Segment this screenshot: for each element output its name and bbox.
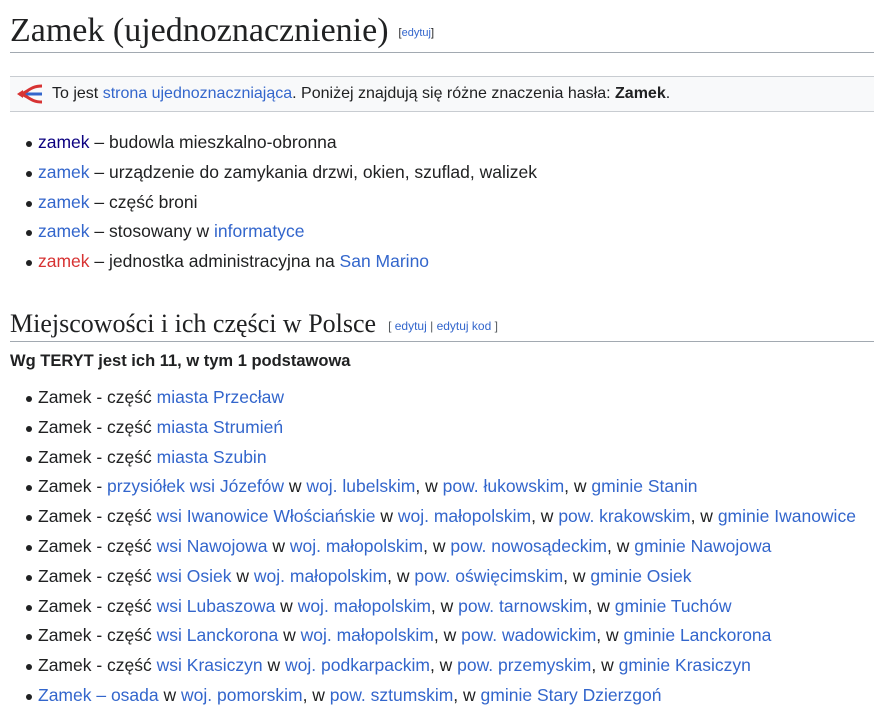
section-edit-links xyxy=(388,319,498,333)
list-item xyxy=(10,247,874,277)
title-edit-link[interactable]: edytuj xyxy=(401,27,431,40)
bracket-open: [ xyxy=(398,27,402,40)
list-item xyxy=(10,413,874,443)
list-item xyxy=(10,651,874,681)
meaning-text: – urządzenie do zamykania drzwi, okien, szuflad, walizek xyxy=(89,161,537,182)
disambiguation-page-link[interactable]: strona ujednoznaczniająca xyxy=(102,85,293,102)
teryt-summary: Wg TERYT jest ich 11, w tym 1 podstawowa xyxy=(10,351,351,370)
county-link[interactable]: pow. łukowskim xyxy=(442,476,565,497)
list-item xyxy=(10,562,874,592)
connector: , w xyxy=(596,625,624,646)
place-link[interactable]: wsi Nawojowa xyxy=(156,535,268,556)
voivodeship-link[interactable]: woj. małopolskim xyxy=(297,595,431,616)
connector: , w xyxy=(564,476,592,497)
section-edit-code-link[interactable]: edytuj kod xyxy=(436,319,492,334)
list-item xyxy=(10,621,874,651)
list-item xyxy=(10,472,874,502)
commune-link[interactable]: gminie Lanckorona xyxy=(623,625,772,646)
bracket-close: ] xyxy=(491,319,498,334)
connector: , w xyxy=(415,476,443,497)
county-link[interactable]: pow. sztumskim xyxy=(329,684,454,705)
place-prefix: Zamek - część xyxy=(38,535,157,556)
connector: , w xyxy=(429,655,458,676)
connector: , w xyxy=(606,535,635,556)
place-link[interactable]: miasta Szubin xyxy=(156,446,267,467)
place-link[interactable]: wsi Iwanowice Włościańskie xyxy=(156,506,376,527)
place-link[interactable]: miasta Strumień xyxy=(156,416,284,437)
place-link[interactable]: wsi Lubaszowa xyxy=(156,595,276,616)
connector: w xyxy=(278,625,301,646)
commune-link[interactable]: gminie Stanin xyxy=(591,476,698,497)
voivodeship-link[interactable]: woj. małopolskim xyxy=(253,565,388,586)
dab-text-middle: . Poniżej znajdują się różne znaczenia hasła: xyxy=(292,85,616,102)
disambiguation-text xyxy=(52,85,670,103)
san-marino-link[interactable]: San Marino xyxy=(339,251,430,272)
connector: , w xyxy=(453,684,481,705)
page-title xyxy=(10,0,874,53)
meaning-link[interactable]: zamek xyxy=(38,221,90,242)
place-link[interactable]: wsi Lanckorona xyxy=(156,625,279,646)
county-link[interactable]: pow. wadowickim xyxy=(461,625,597,646)
list-item xyxy=(10,502,874,532)
voivodeship-link[interactable]: woj. małopolskim xyxy=(289,535,424,556)
voivodeship-link[interactable]: woj. pomorskim xyxy=(181,684,303,705)
voivodeship-link[interactable]: woj. podkarpackim xyxy=(285,655,430,676)
place-prefix: Zamek - część xyxy=(38,446,157,467)
connector: , w xyxy=(433,625,462,646)
county-link[interactable]: pow. tarnowskim xyxy=(458,595,588,616)
county-link[interactable]: pow. przemyskim xyxy=(457,655,592,676)
list-item xyxy=(10,532,874,562)
commune-link[interactable]: gminie Krasiczyn xyxy=(618,655,751,676)
place-link[interactable]: wsi Krasiczyn xyxy=(156,655,263,676)
county-link[interactable]: pow. oświęcimskim xyxy=(414,565,564,586)
title-edit-section xyxy=(399,27,434,39)
voivodeship-link[interactable]: woj. małopolskim xyxy=(300,625,434,646)
connector: w xyxy=(275,595,298,616)
meaning-link[interactable]: zamek xyxy=(38,132,90,152)
list-item xyxy=(10,383,874,413)
connector: , w xyxy=(591,655,619,676)
connector: , w xyxy=(587,595,615,616)
commune-link[interactable]: gminie Iwanowice xyxy=(717,506,856,527)
commune-link[interactable]: gminie Stary Dzierzgoń xyxy=(480,684,662,705)
meaning-redlink[interactable]: zamek xyxy=(38,251,90,272)
bracket-close: ] xyxy=(430,27,434,40)
meaning-text: – budowla mieszkalno-obronna xyxy=(89,132,337,152)
connector: w xyxy=(262,655,286,676)
disambiguation-notice xyxy=(10,76,874,112)
informatyka-link[interactable]: informatyce xyxy=(214,221,305,242)
commune-link[interactable]: gminie Osiek xyxy=(590,565,692,586)
list-item xyxy=(10,681,874,711)
meanings-list xyxy=(10,128,874,277)
separator: | xyxy=(426,319,437,334)
county-link[interactable]: pow. nowosądeckim xyxy=(450,535,607,556)
list-item xyxy=(10,128,874,158)
section-heading xyxy=(10,307,874,342)
connector: , w xyxy=(302,684,330,705)
connector: , w xyxy=(563,565,591,586)
place-prefix: Zamek - część xyxy=(38,655,157,676)
section-edit-link[interactable]: edytuj xyxy=(394,319,427,334)
voivodeship-link[interactable]: woj. lubelskim xyxy=(306,476,416,497)
connector: , w xyxy=(430,595,459,616)
connector: w xyxy=(267,535,290,556)
section-title: Miejscowości i ich części w Polsce xyxy=(10,308,377,338)
connector: w xyxy=(158,684,181,705)
voivodeship-link[interactable]: woj. małopolskim xyxy=(397,506,532,527)
list-item xyxy=(10,592,874,622)
meaning-link[interactable]: zamek xyxy=(38,191,90,212)
list-item xyxy=(10,158,874,188)
meaning-text: – stosowany w xyxy=(89,221,215,242)
dab-text-before: To jest xyxy=(52,85,103,102)
bracket-open: [ xyxy=(388,319,395,334)
connector: , w xyxy=(423,535,451,556)
list-item xyxy=(10,443,874,473)
places-list xyxy=(10,383,874,711)
place-prefix: Zamek - część xyxy=(38,565,157,586)
connector: , w xyxy=(690,506,718,527)
connector: , w xyxy=(387,565,415,586)
meaning-link[interactable]: zamek xyxy=(38,161,90,182)
place-prefix: Zamek - część xyxy=(38,386,157,407)
dab-text-end: . xyxy=(665,85,671,102)
connector: , w xyxy=(531,506,559,527)
list-item xyxy=(10,188,874,218)
place-link[interactable]: przysiółek wsi Józefów xyxy=(107,476,285,497)
disambiguation-arrow-icon xyxy=(10,77,50,111)
list-item xyxy=(10,217,874,247)
commune-link[interactable]: gminie Nawojowa xyxy=(634,535,772,556)
place-prefix: Zamek - część xyxy=(38,625,157,646)
connector: w xyxy=(284,476,307,497)
county-link[interactable]: pow. krakowskim xyxy=(558,506,691,527)
meaning-text: – część broni xyxy=(89,191,198,212)
place-prefix: Zamek - część xyxy=(38,416,157,437)
place-link[interactable]: wsi Osiek xyxy=(156,565,232,586)
meaning-text: – jednostka administracyjna na xyxy=(89,251,340,272)
place-prefix: Zamek - część xyxy=(38,595,157,616)
page-title-text: Zamek (ujednoznacznienie) xyxy=(10,12,389,49)
connector: w xyxy=(375,506,398,527)
dab-term: Zamek xyxy=(615,85,666,102)
place-link[interactable]: Zamek – osada xyxy=(38,684,159,705)
connector: w xyxy=(231,565,254,586)
place-prefix: Zamek - część xyxy=(38,506,157,527)
place-link[interactable]: miasta Przecław xyxy=(156,386,285,407)
place-prefix: Zamek - xyxy=(38,476,108,497)
commune-link[interactable]: gminie Tuchów xyxy=(614,595,732,616)
